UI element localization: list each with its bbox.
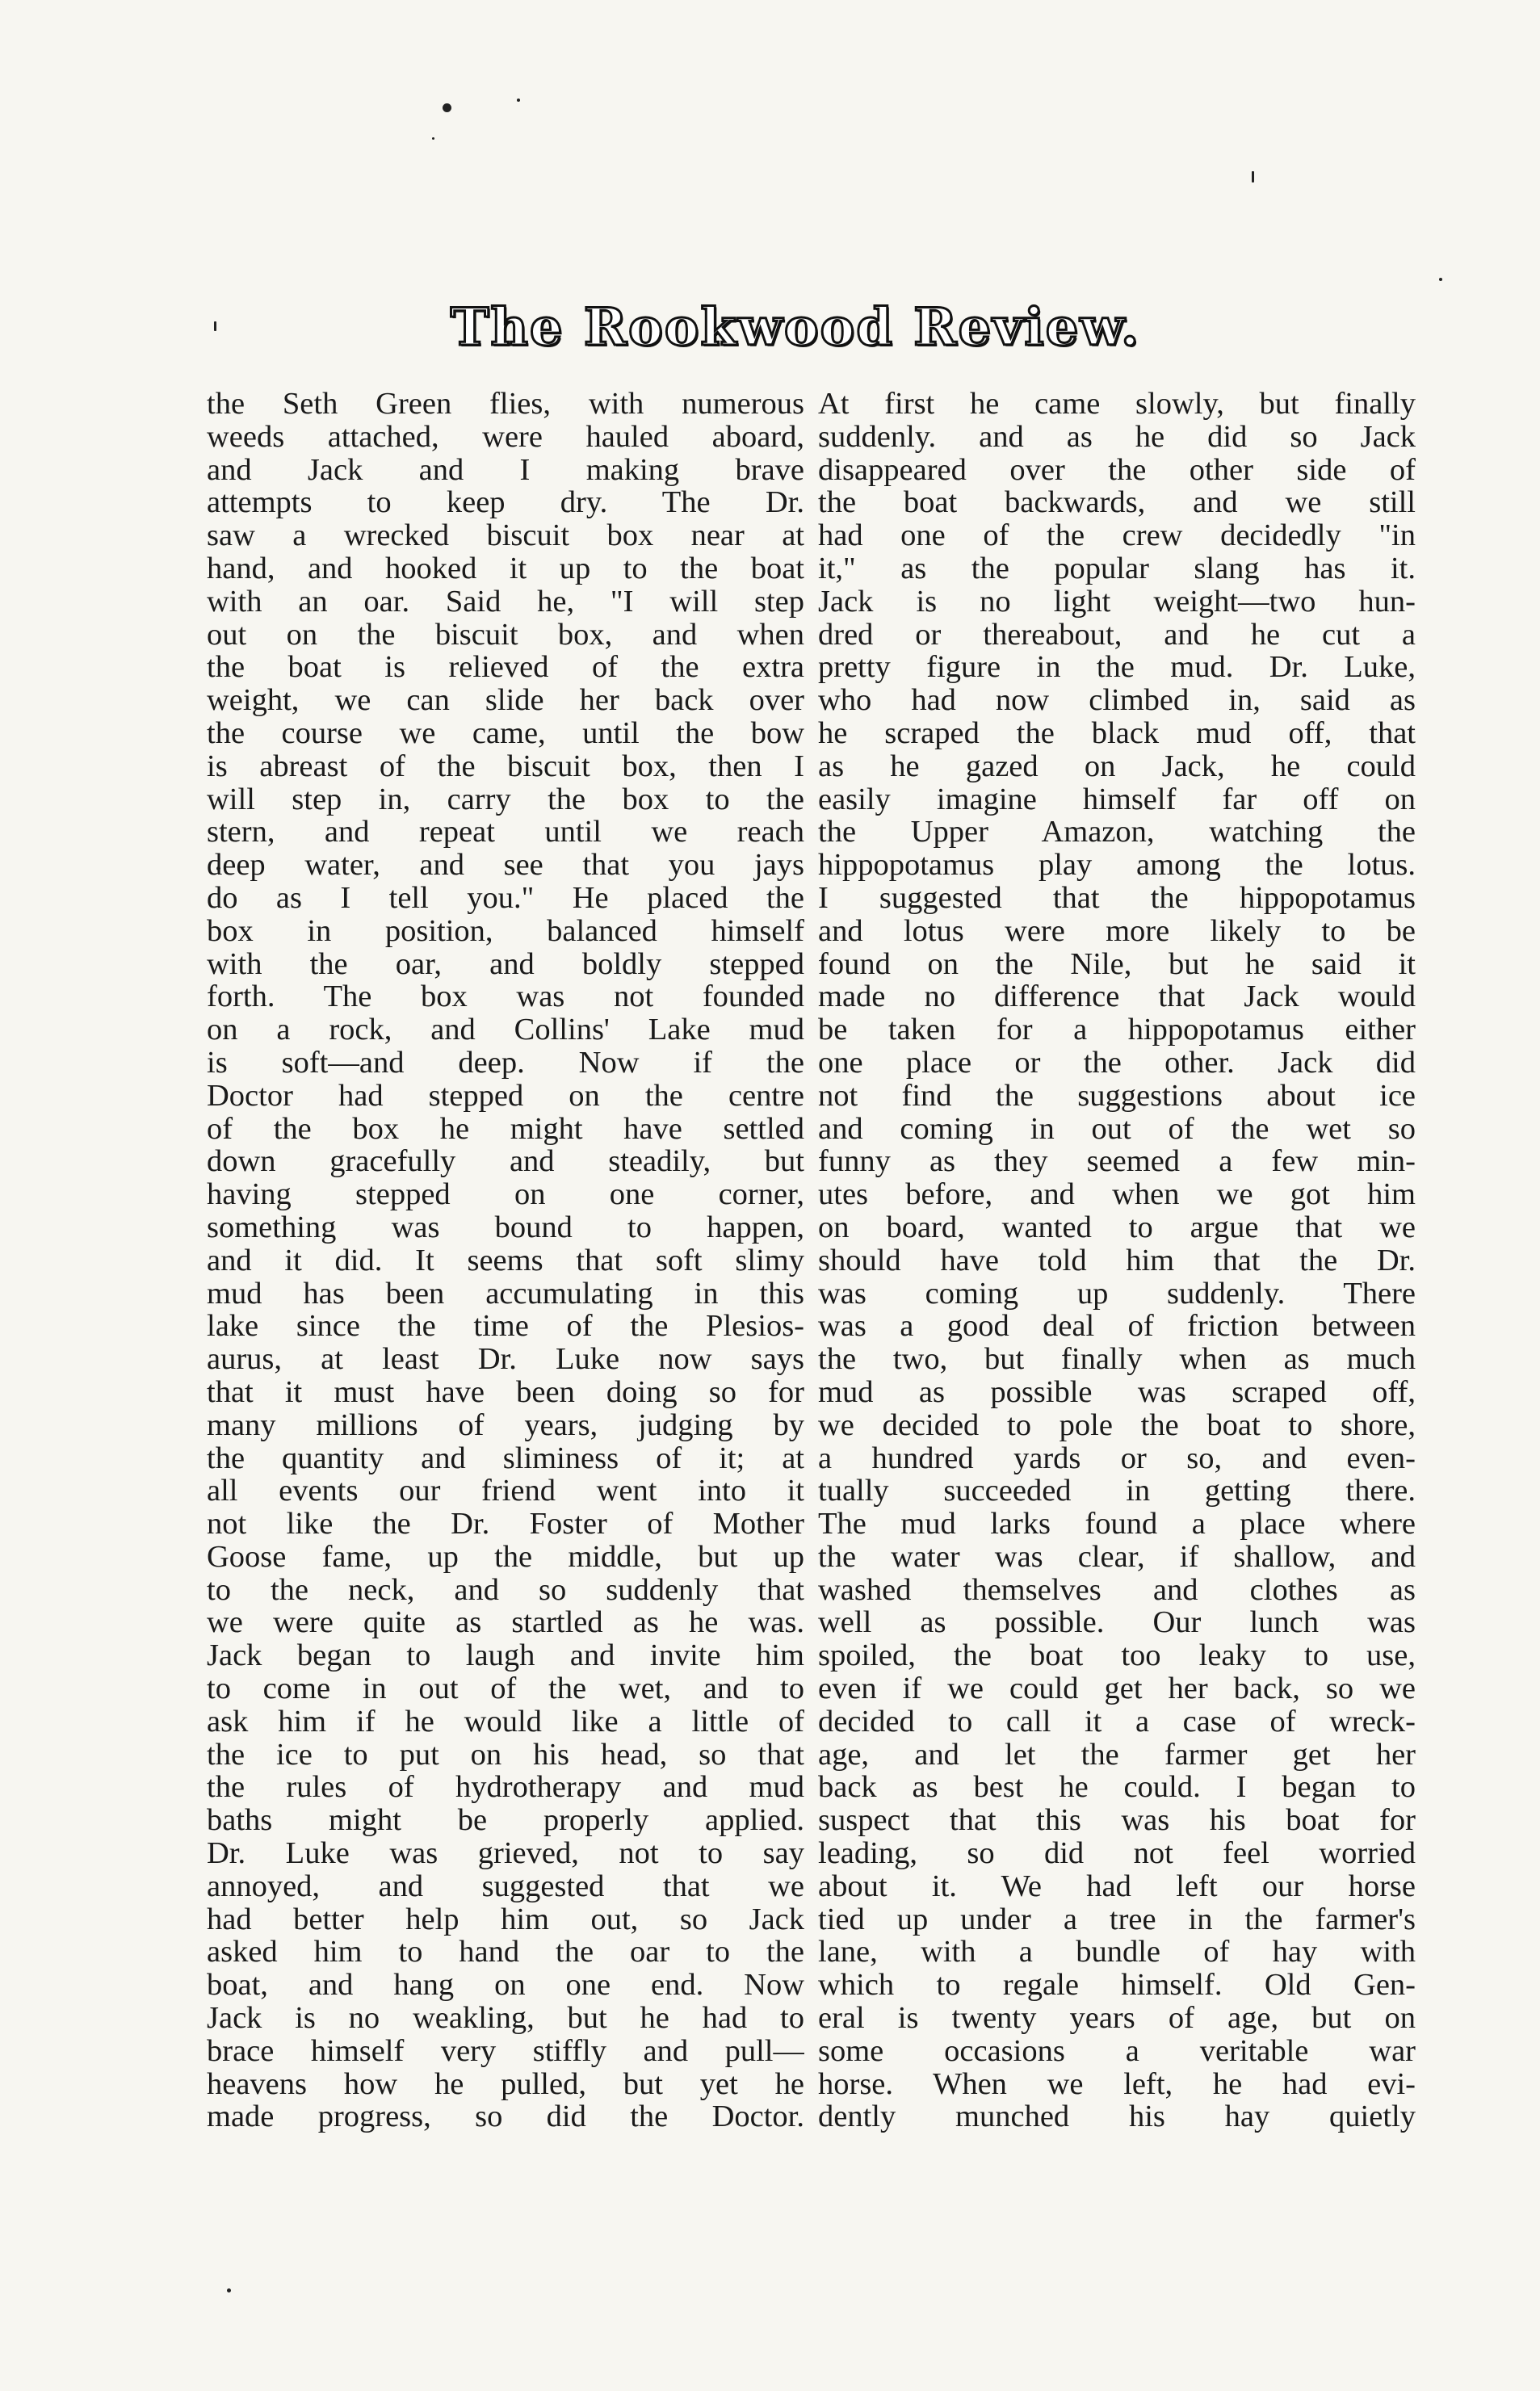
text-line: about it. We had left our horse	[818, 1869, 1416, 1903]
text-line: the course we came, until the bow	[207, 716, 804, 750]
text-line: age, and let the farmer get her	[818, 1738, 1416, 1772]
text-line: it," as the popular slang has it.	[818, 552, 1416, 585]
text-column-left	[207, 388, 804, 2133]
text-line: is abreast of the biscuit box, then I	[207, 749, 804, 783]
text-line: aurus, at least Dr. Luke now says	[207, 1343, 804, 1376]
text-line: boat, and hang on one end. Now	[207, 1969, 804, 2003]
text-line: will step in, carry the box to the	[207, 782, 804, 816]
ink-speck	[517, 99, 520, 102]
text-line: heavens how he pulled, but yet he	[207, 2067, 804, 2101]
text-line: dently munched his hay quietly	[818, 2100, 1416, 2134]
text-line: pretty figure in the mud. Dr. Luke,	[818, 651, 1416, 685]
text-line: and Jack and I making brave	[207, 453, 804, 487]
text-line: brace himself very stiffly and pull—	[207, 2034, 804, 2068]
text-line: easily imagine himself far off on	[818, 782, 1416, 816]
text-column-right	[818, 388, 1416, 2133]
text-line: is soft—and deep. Now if the	[207, 1046, 804, 1080]
text-line: suspect that this was his boat for	[818, 1804, 1416, 1838]
text-line: and coming in out of the wet so	[818, 1112, 1416, 1146]
text-line: The mud larks found a place where	[818, 1508, 1416, 1541]
text-line: the two, but finally when as much	[818, 1343, 1416, 1376]
text-line: ask him if he would like a little of	[207, 1705, 804, 1739]
text-line: all events our friend went into it	[207, 1474, 804, 1508]
text-line: one place or the other. Jack did	[818, 1046, 1416, 1080]
text-line: forth. The box was not founded	[207, 980, 804, 1014]
text-line: had one of the crew decidedly "in	[818, 519, 1416, 552]
text-line: many millions of years, judging by	[207, 1408, 804, 1442]
text-line: he scraped the black mud off, that	[818, 716, 1416, 750]
text-line: attempts to keep dry. The Dr.	[207, 486, 804, 520]
text-line: the boat backwards, and we still	[818, 486, 1416, 520]
text-line: be taken for a hippopotamus either	[818, 1013, 1416, 1047]
text-line: Jack is no light weight—two hun-	[818, 585, 1416, 619]
text-line: leading, so did not feel worried	[818, 1837, 1416, 1870]
ink-speck	[432, 137, 434, 140]
text-line: well as possible. Our lunch was	[818, 1606, 1416, 1640]
text-line: made no difference that Jack would	[818, 980, 1416, 1014]
text-line: funny as they seemed a few min-	[818, 1145, 1416, 1179]
text-line: Goose fame, up the middle, but up	[207, 1540, 804, 1574]
text-line: on a rock, and Collins' Lake mud	[207, 1013, 804, 1047]
text-line: annoyed, and suggested that we	[207, 1869, 804, 1903]
text-line: Jack began to laugh and invite him	[207, 1639, 804, 1673]
text-line: spoiled, the boat too leaky to use,	[818, 1639, 1416, 1673]
text-line: utes before, and when we got him	[818, 1178, 1416, 1211]
text-line: and it did. It seems that soft slimy	[207, 1244, 804, 1277]
text-line: weight, we can slide her back over	[207, 684, 804, 717]
text-line: who had now climbed in, said as	[818, 684, 1416, 717]
text-line: back as best he could. I began to	[818, 1771, 1416, 1805]
text-line: not like the Dr. Foster of Mother	[207, 1508, 804, 1541]
text-line: do as I tell you." He placed the	[207, 881, 804, 915]
text-line: horse. When we left, he had evi-	[818, 2067, 1416, 2101]
ink-speck	[227, 2288, 231, 2292]
text-line: the Seth Green flies, with numerous	[207, 388, 804, 421]
text-line: lane, with a bundle of hay with	[818, 1936, 1416, 1969]
text-line: hand, and hooked it up to the boat	[207, 552, 804, 585]
text-line: dred or thereabout, and he cut a	[818, 618, 1416, 652]
text-line: which to regale himself. Old Gen-	[818, 1969, 1416, 2003]
text-line: disappeared over the other side of	[818, 453, 1416, 487]
text-line: found on the Nile, but he said it	[818, 947, 1416, 981]
text-line: as he gazed on Jack, he could	[818, 749, 1416, 783]
ink-speck	[1252, 171, 1254, 182]
text-line: on board, wanted to argue that we	[818, 1210, 1416, 1244]
text-line: out on the biscuit box, and when	[207, 618, 804, 652]
text-line: the ice to put on his head, so that	[207, 1738, 804, 1772]
text-line: Dr. Luke was grieved, not to say	[207, 1837, 804, 1870]
text-line: decided to call it a case of wreck-	[818, 1705, 1416, 1739]
text-line: made progress, so did the Doctor.	[207, 2100, 804, 2134]
text-line: Doctor had stepped on the centre	[207, 1079, 804, 1113]
text-line: having stepped on one corner,	[207, 1178, 804, 1211]
text-line: should have told him that the Dr.	[818, 1244, 1416, 1277]
page-title: The Rookwood Review.	[450, 297, 1141, 358]
text-line: down gracefully and steadily, but	[207, 1145, 804, 1179]
text-line: mud as possible was scraped off,	[818, 1375, 1416, 1409]
text-line: box in position, balanced himself	[207, 914, 804, 948]
text-line: something was bound to happen,	[207, 1210, 804, 1244]
text-line: the quantity and sliminess of it; at	[207, 1441, 804, 1475]
text-line: saw a wrecked biscuit box near at	[207, 519, 804, 552]
text-line: lake since the time of the Plesios-	[207, 1310, 804, 1344]
text-line: the rules of hydrotherapy and mud	[207, 1771, 804, 1805]
text-line: washed themselves and clothes as	[818, 1573, 1416, 1607]
text-line: the boat is relieved of the extra	[207, 651, 804, 685]
text-line: hippopotamus play among the lotus.	[818, 849, 1416, 882]
text-line: the Upper Amazon, watching the	[818, 816, 1416, 849]
text-line: not find the suggestions about ice	[818, 1079, 1416, 1113]
text-line: with an oar. Said he, "I will step	[207, 585, 804, 619]
text-line: deep water, and see that you jays	[207, 849, 804, 882]
text-line: the water was clear, if shallow, and	[818, 1540, 1416, 1574]
text-line: eral is twenty years of age, but on	[818, 2002, 1416, 2035]
text-line: At first he came slowly, but finally	[818, 388, 1416, 421]
text-line: Jack is no weakling, but he had to	[207, 2002, 804, 2035]
text-line: tied up under a tree in the farmer's	[818, 1902, 1416, 1936]
text-line: tually succeeded in getting there.	[818, 1474, 1416, 1508]
text-line: to the neck, and so suddenly that	[207, 1573, 804, 1607]
text-line: was coming up suddenly. There	[818, 1277, 1416, 1311]
text-line: some occasions a veritable war	[818, 2034, 1416, 2068]
text-line: suddenly. and as he did so Jack	[818, 420, 1416, 454]
text-line: we decided to pole the boat to shore,	[818, 1408, 1416, 1442]
text-line: asked him to hand the oar to the	[207, 1936, 804, 1969]
text-line: I suggested that the hippopotamus	[818, 881, 1416, 915]
text-line: to come in out of the wet, and to	[207, 1672, 804, 1705]
text-line: that it must have been doing so for	[207, 1375, 804, 1409]
text-line: of the box he might have settled	[207, 1112, 804, 1146]
text-line: and lotus were more likely to be	[818, 914, 1416, 948]
text-line: we were quite as startled as he was.	[207, 1606, 804, 1640]
text-line: had better help him out, so Jack	[207, 1902, 804, 1936]
text-line: baths might be properly applied.	[207, 1804, 804, 1838]
text-line: stern, and repeat until we reach	[207, 816, 804, 849]
text-line: even if we could get her back, so we	[818, 1672, 1416, 1705]
text-line: was a good deal of friction between	[818, 1310, 1416, 1344]
text-line: a hundred yards or so, and even-	[818, 1441, 1416, 1475]
text-line: mud has been accumulating in this	[207, 1277, 804, 1311]
text-line: weeds attached, were hauled aboard,	[207, 420, 804, 454]
text-line: with the oar, and boldly stepped	[207, 947, 804, 981]
ink-speck	[443, 103, 451, 112]
ink-speck	[1439, 278, 1442, 281]
